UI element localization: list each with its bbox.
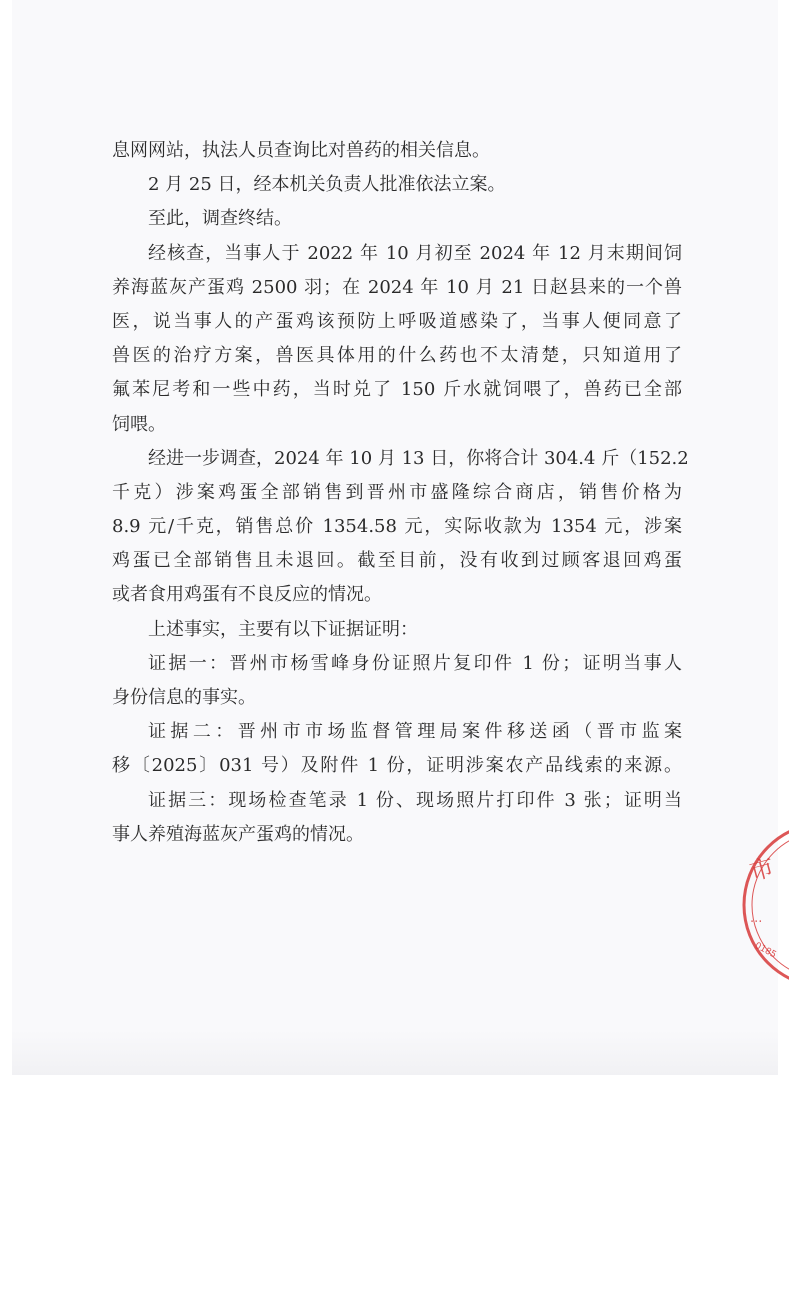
text-line: 身份信息的事实。: [112, 687, 256, 708]
text-line: 兽医的治疗方案，兽医具体用的什么药也不太清楚，只知道用了: [112, 345, 682, 367]
seal-char: ...: [750, 911, 763, 926]
text-line: 证据三：现场检查笔录 1 份、现场照片打印件 3 张；证明当: [148, 789, 682, 811]
text-line: 8.9 元/千克，销售总价 1354.58 元，实际收款为 1354 元，涉案: [112, 516, 682, 538]
text-line: 或者食用鸡蛋有不良反应的情况。: [112, 584, 382, 606]
text-line: 养海蓝灰产蛋鸡 2500 羽；在 2024 年 10 月 21 日赵县来的一个兽: [112, 276, 682, 298]
seal-icon: [724, 820, 789, 990]
text-line: 移〔2025〕031 号）及附件 1 份，证明涉案农产品线索的来源。: [112, 755, 682, 777]
text-line: 上述事实，主要有以下证据证明：: [148, 618, 418, 640]
text-line: 至此，调查终结。: [148, 208, 292, 230]
text-line: 事人养殖海蓝灰产蛋鸡的情况。: [112, 823, 364, 845]
seal-number: 0185: [752, 940, 778, 961]
text-line: 息网网站，执法人员查询比对兽药的相关信息。: [112, 140, 490, 161]
text-line: 鸡蛋已全部销售且未退回。截至目前，没有收到过顾客退回鸡蛋: [112, 550, 682, 572]
text-line: 氟苯尼考和一些中药，当时兑了 150 斤水就饲喂了，兽药已全部: [112, 379, 682, 401]
text-line: 证据二：晋州市市场监督管理局案件移送函（晋市监案: [148, 721, 682, 743]
text-line: 2 月 25 日，经本机关负责人批准依法立案。: [148, 174, 506, 196]
text-line: 饲喂。: [112, 413, 166, 435]
text-line: 经核查，当事人于 2022 年 10 月初至 2024 年 12 月末期间饲: [148, 242, 682, 264]
text-line: 证据一：晋州市杨雪峰身份证照片复印件 1 份；证明当事人: [148, 652, 682, 674]
seal-char: 市: [746, 852, 778, 887]
text-line: 医，说当事人的产蛋鸡该预防上呼吸道感染了，当事人便同意了: [112, 310, 682, 332]
text-line: 千克）涉案鸡蛋全部销售到晋州市盛隆综合商店，销售价格为: [112, 481, 682, 503]
text-line: 经进一步调查，2024 年 10 月 13 日，你将合计 304.4 斤（152.2: [148, 447, 689, 469]
scan-bottom-edge: [12, 1030, 778, 1075]
document-body: [112, 134, 689, 852]
official-seal-partial: [724, 820, 789, 990]
